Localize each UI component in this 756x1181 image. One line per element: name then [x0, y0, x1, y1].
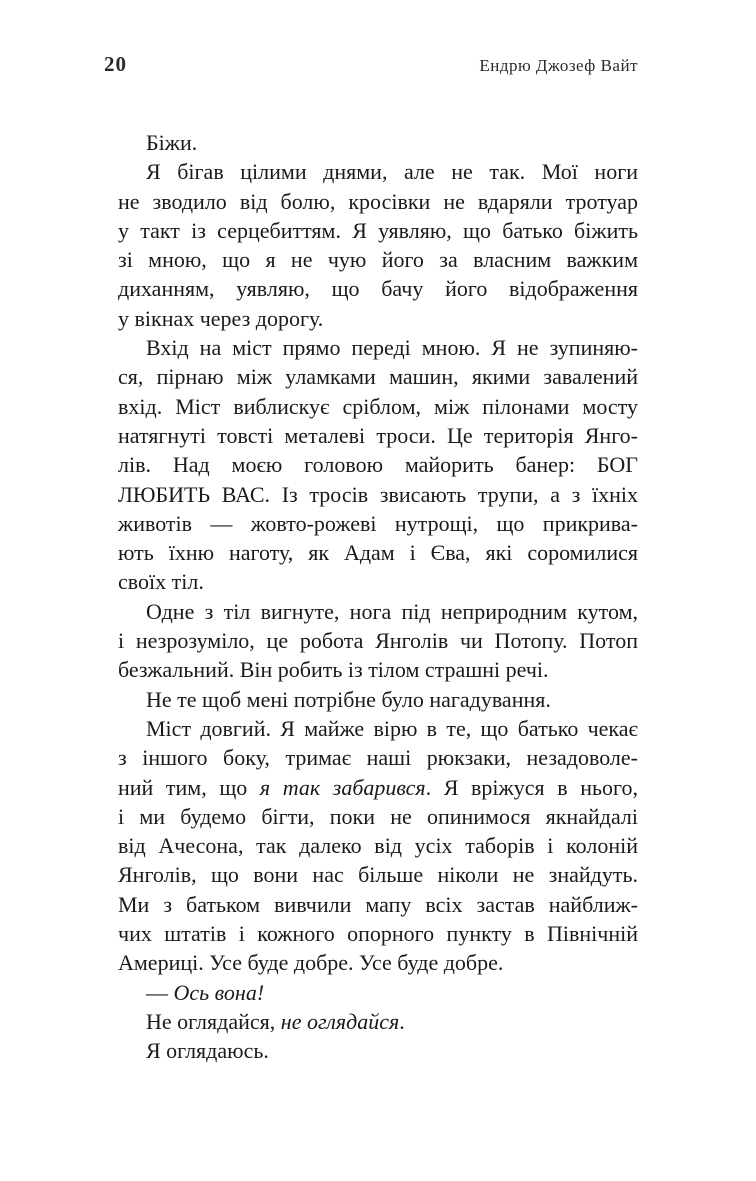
- text-line: натягнуті товсті металеві троси. Це територія Янго-: [118, 422, 638, 448]
- text-line: диханням, уявляю, що бачу його відображення: [118, 276, 638, 302]
- text-run: .: [399, 1008, 405, 1034]
- text-line: лів. Над моєю головою майорить банер: БОГ: [118, 452, 638, 478]
- text-line: Одне з тіл вигнуте, нога під неприродним кутом,: [146, 598, 638, 624]
- italic-text-run: я так забарився: [259, 774, 426, 800]
- text-line: своїх тіл.: [118, 569, 204, 595]
- text-run: ний тим, що: [118, 774, 260, 800]
- text-line: Ми з батьком вивчили мапу всіх застав найближ-: [118, 891, 638, 917]
- text-line: Не те щоб мені потрібне було нагадування.: [146, 686, 551, 712]
- text-line: Вхід на міст прямо переді мною. Я не зупиняю-: [146, 335, 638, 361]
- text-line: Янголів, що вони нас більше ніколи не знайдуть.: [118, 862, 638, 888]
- text-line: безжальний. Він робить із тілом страшні речі.: [118, 657, 549, 683]
- text-run: Не оглядайся,: [146, 1008, 281, 1034]
- text-line: Біжи.: [146, 130, 198, 155]
- text-line: Міст довгий. Я майже вірю в те, що батько чекає: [146, 715, 638, 741]
- body-text: [118, 128, 638, 1066]
- italic-text-run: Ось вона!: [173, 979, 265, 1005]
- text-line: і незрозуміло, це робота Янголів чи Потопу. Потоп: [118, 628, 638, 654]
- text-line: Я оглядаюсь.: [146, 1038, 269, 1064]
- text-line: у вікнах через дорогу.: [118, 305, 324, 331]
- text-line: Америці. Усе буде добре. Усе буде добре.: [118, 950, 504, 976]
- text-line: від Ачесона, так далеко від усіх таборів і колоній: [118, 833, 638, 859]
- text-line: ЛЮБИТЬ ВАС. Із тросів звисають трупи, а з їхніх: [118, 481, 638, 507]
- text-line: вхід. Міст виблискує сріблом, між пілонами мосту: [118, 393, 638, 419]
- text-line: і ми будемо бігти, поки не опинимося якнайдалі: [118, 803, 638, 829]
- text-line: животів — жовто-рожеві нутрощі, що прикрива-: [118, 510, 638, 536]
- italic-text-run: не оглядайся: [280, 1008, 400, 1034]
- page-number: 20: [104, 52, 127, 76]
- text-line: не зводило від болю, кросівки не вдаряли тротуар: [118, 188, 638, 214]
- running-head: Ендрю Джозеф Вайт: [479, 56, 638, 75]
- text-line: Я бігав цілими днями, але не так. Мої ноги: [146, 159, 638, 185]
- text-line: чих штатів і кожного опорного пункту в Північній: [118, 921, 638, 947]
- text-line: ють їхню наготу, як Адам і Єва, які соромилися: [118, 540, 638, 566]
- text-line: [118, 773, 638, 802]
- text-line: зі мною, що я не чую його за власним важким: [118, 247, 638, 273]
- text-line: [118, 1007, 638, 1036]
- dialogue-dash: —: [146, 979, 174, 1005]
- page-header: [104, 52, 638, 77]
- text-line: [118, 978, 638, 1007]
- text-line: у такт із серцебиттям. Я уявляю, що батько біжить: [118, 217, 638, 243]
- text-line: з іншого боку, тримає наші рюкзаки, незадоволе-: [118, 745, 638, 771]
- text-run: . Я вріжуся в нього,: [425, 774, 638, 800]
- text-line: ся, пірнаю між уламками машин, якими завалений: [118, 364, 638, 390]
